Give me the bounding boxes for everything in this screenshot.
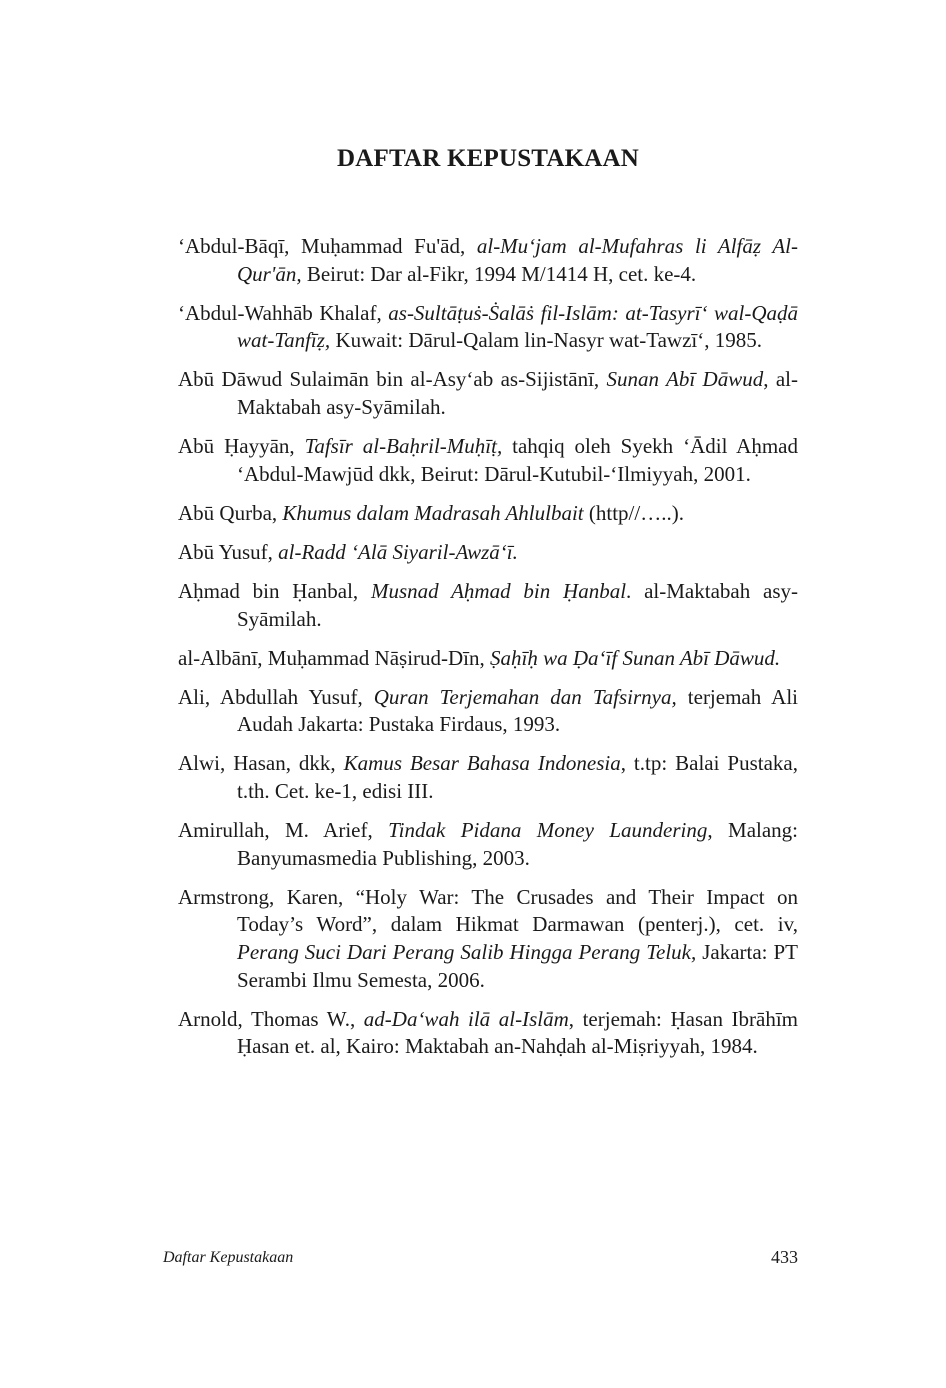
entry-text: Aḥmad bin Ḥanbal, (178, 578, 371, 603)
bibliography-entry (178, 750, 798, 805)
entry-text: Alwi, Hasan, dkk, (178, 751, 344, 776)
entry-text: tahqiq oleh Syekh ‘Ādil Aḥmad ‘Abdul-Mawjūd dkk, Beirut: Dārul-Kutubil-‘Ilmiyyah, 2001. (237, 434, 798, 486)
bibliography-entry (178, 433, 798, 488)
bibliography-entry (178, 645, 798, 673)
bibliography-entry (178, 233, 798, 288)
page-title: DAFTAR KEPUSTAKAAN (337, 145, 639, 172)
entry-text: Jakarta: PT Serambi Ilmu Semesta, 2006. (237, 939, 798, 992)
bibliography-entry (178, 884, 798, 994)
bibliography-entry (178, 1006, 798, 1061)
entry-title: al-Radd ‘Alā Siyaril-Awzā‘ī. (278, 539, 518, 564)
entry-title: Tindak Pidana Money Laundering (388, 818, 708, 843)
entry-text: , terjemah: Ḥasan Ibrāhīm Ḥasan et. al, Kairo: Maktabah an-Nahḍah al-Miṣriyyah, 1984. (237, 1006, 798, 1059)
entry-title: Kamus Besar Bahasa Indonesia (343, 751, 621, 776)
bibliography-entry (178, 817, 798, 872)
entry-title: Khumus dalam Madrasah Ahlulbait (282, 500, 584, 525)
bibliography-list (178, 233, 798, 1072)
running-footer: Daftar Kepustakaan (163, 1249, 294, 1266)
entry-title: Quran Terjemahan dan Tafsirnya, (373, 684, 677, 709)
entry-text: Kuwait: Dārul-Qalam lin-Nasyr wat-Tawzī‘, 1985. (330, 328, 762, 353)
entry-text: . al-Maktabah asy-Syāmilah. (237, 578, 799, 631)
entry-title: as-Sultāṭuṡ-Ṡalāṡ fil-Islām: at-Tasyrī‘ wal-Qaḍā wat-Tanfīẓ, (237, 300, 798, 353)
entry-text: Beirut: Dar al-Fikr, 1994 M/1414 H, cet. ke-4. (301, 261, 697, 286)
entry-text: al-Albānī, Muḥammad Nāṣirud-Dīn, (178, 645, 491, 670)
bibliography-entry (178, 578, 798, 633)
entry-text: , t.tp: Balai Pustaka, t.th. Cet. ke-1, edisi III. (237, 751, 798, 803)
entry-title: Musnad Aḥmad bin Ḥanbal (370, 578, 627, 603)
entry-text: Arnold, Thomas W., (178, 1006, 364, 1031)
entry-text: Abū Qurba, (178, 500, 283, 525)
entry-title: Tafsīr al-Baḥril-Muḥīṭ, (304, 434, 503, 459)
entry-text: , al-Maktabah asy-Syāmilah. (237, 367, 798, 419)
bibliography-entry (178, 500, 798, 528)
entry-title: Perang Suci Dari Perang Salib Hingga Perang Teluk, (237, 939, 697, 964)
bibliography-entry (178, 366, 798, 421)
bibliography-entry (178, 300, 798, 355)
bibliography-entry (178, 539, 798, 567)
entry-text: (http//…..). (583, 500, 684, 525)
entry-text: Amirullah, M. Arief, (178, 818, 389, 843)
entry-title: Sunan Abī Dāwud (606, 367, 764, 392)
entry-title: al-Mu‘jam al-Mufahras li Alfāẓ Al-Qur'ān, (237, 234, 798, 286)
entry-text: ‘Abdul-Wahhāb Khalaf, (178, 300, 389, 325)
entry-text: Ali, Abdullah Yusuf, (178, 684, 374, 709)
entry-text: Armstrong, Karen, “Holy War: The Crusades and Their Impact on Today’s Word”, dalam Hikmat Darmawan (penterj.), cet. iv, (178, 884, 798, 937)
entry-text: Abū Ḥayyān, (178, 434, 305, 459)
bibliography-entry (178, 684, 798, 739)
entry-title: Ṣaḥīḥ wa Ḍa‘īf Sunan Abī Dāwud. (490, 645, 781, 670)
entry-title: ad-Da‘wah ilā al-Islām (363, 1006, 569, 1031)
page-number: 433 (771, 1247, 798, 1267)
entry-text: Abū Yusuf, (178, 539, 279, 564)
entry-text: Abū Dāwud Sulaimān bin al-Asy‘ab as-Sijistānī, (178, 367, 607, 392)
entry-text: , Malang: Banyumasmedia Publishing, 2003. (237, 818, 799, 870)
entry-text: ‘Abdul-Bāqī, Muḥammad Fu'ād, (178, 234, 477, 258)
entry-text: terjemah Ali Audah Jakarta: Pustaka Firdaus, 1993. (237, 684, 798, 737)
